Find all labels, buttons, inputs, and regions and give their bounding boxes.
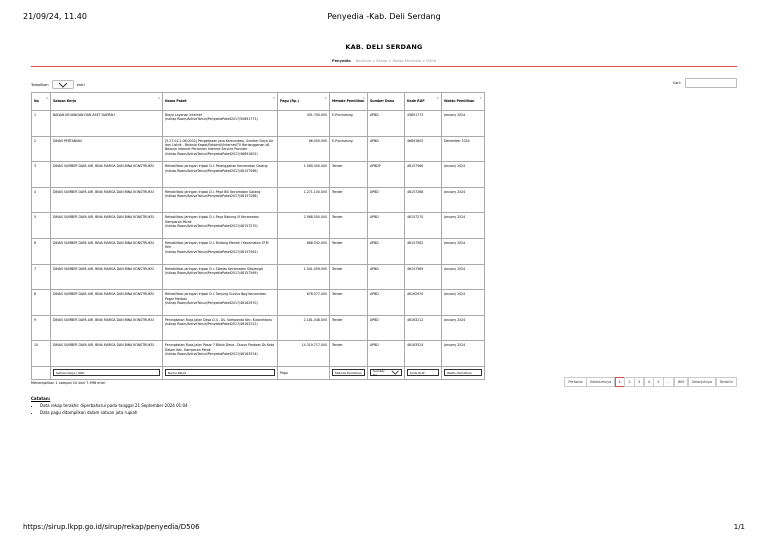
breadcrumb-path: Beranda > Rekap > Rekap Penyedia > D506 [355, 59, 436, 63]
cell-rup: 46162970 [405, 290, 442, 316]
filter-cell-metode [330, 366, 368, 379]
breadcrumb-label: Penyedia [331, 59, 351, 63]
col-header-pagu[interactable]: Pagu (Rp.) ⇅ [278, 93, 330, 111]
cell-no: 6 [32, 238, 51, 264]
filter-metode-input[interactable]: Metode Pemilihan [332, 369, 365, 376]
print-url: https://sirup.lkpp.go.id/sirup/rekap/penyedia/D506 [23, 523, 200, 531]
cell-no: 9 [32, 315, 51, 341]
cell-rup: 45891773 [405, 111, 442, 137]
cell-rup: 46163524 [405, 341, 442, 367]
table-info: Menampilkan 1 sampai 10 dari 7.996 entri [31, 381, 106, 385]
filter-dana-select[interactable] [370, 369, 402, 376]
cell-satker: DINAS SUMBER DAYA AIR, BINA MARGA DAN BINA KONSTRUKSI [51, 341, 163, 367]
cell-waktu: January 2024 [442, 162, 485, 188]
cell-metode: Tender [330, 290, 368, 316]
cell-dana: APBD [368, 264, 405, 290]
sort-icon: ⇅ [436, 96, 439, 100]
filter-cell-pagu [278, 366, 330, 379]
package-name-link[interactable]: Rehabilitasi Jaringan Irigasi D.I. Tanjung Gunlus Bpg Kecamatan Pagar Merbau (Istirap Room/ActiveTahun/PenyediaPaket2017/46162970) [165, 292, 267, 305]
cell-pagu: 2.988.500.000 [278, 213, 330, 239]
cell-satker: DINAS SUMBER DAYA AIR, BINA MARGA DAN BINA KONSTRUKSI [51, 264, 163, 290]
sort-icon: ⇅ [272, 96, 275, 100]
cell-metode: Tender [330, 315, 368, 341]
cell-paket [163, 290, 278, 316]
sort-icon: ⇅ [45, 96, 48, 100]
search [673, 78, 737, 88]
page-length-select[interactable] [52, 80, 74, 89]
cell-no: 4 [32, 187, 51, 213]
package-name-link[interactable]: Rehabilitasi Jaringan Irigasi D.I. Pelanggahan Kecamatan Galang (Istirap Room/ActiveTahun/PenyediaPaket2017/46157566) [165, 164, 268, 173]
cell-metode: Tender [330, 264, 368, 290]
cell-paket [163, 162, 278, 188]
cell-paket [163, 136, 278, 162]
filter-cell-paket [163, 366, 278, 379]
package-name-link[interactable]: Rehabilitasi Jaringan Irigasi D.I. Bintang Meriah I Kecamatan STM Hilir (Istirap Room/ActiveTahun/PenyediaPaket2017/46157562) [165, 240, 269, 254]
cell-rup: 46157268 [405, 187, 442, 213]
cell-pagu: 1.041.059.000 [278, 264, 330, 290]
page-title: KAB. DELI SERDANG [345, 43, 423, 51]
cell-satker: DINAS SUMBER DAYA AIR, BINA MARGA DAN BINA KONSTRUKSI [51, 315, 163, 341]
cell-dana: APBD [368, 341, 405, 367]
package-name-link[interactable]: Rehabilitasi Jaringan Irigasi D.I. Sibelas Kecamatan Sibolangit (Istirap Room/ActiveTahun/PenyediaPaket2017/46157569) [165, 266, 263, 275]
filter-cell-dana [368, 366, 405, 379]
cell-metode: E-Purchasing [330, 111, 368, 137]
cell-pagu: 66.000.000 [278, 136, 330, 162]
cell-no: 5 [32, 213, 51, 239]
package-name-link[interactable]: Peningkatan Ruas Jalan Pasar 7 Bibuk Desa - Dusun Pardoes Ds Kota Dalam Kec. Hamparan Perak (Istirap Room/ActiveTahun/PenyediaPaket2017/46163524) [165, 343, 275, 357]
page-button-last-number[interactable]: 800 [674, 377, 688, 387]
cell-satker: DINAS SUMBER DAYA AIR, BINA MARGA DAN BINA KONSTRUKSI [51, 187, 163, 213]
page-button[interactable]: 4 [644, 377, 654, 387]
cell-satker: DINAS SUMBER DAYA AIR, BINA MARGA DAN BINA KONSTRUKSI [51, 213, 163, 239]
col-header-no[interactable]: No ⇅ [32, 93, 51, 111]
page-last-button[interactable]: Terakhir [716, 377, 738, 387]
table-row[interactable] [32, 290, 485, 316]
print-header [23, 12, 745, 24]
table-row[interactable] [32, 111, 485, 137]
page-prev-button[interactable]: Sebelumnya [586, 377, 615, 387]
filter-cell-rup [405, 366, 442, 379]
cell-satker: DINAS PERTANIAN [51, 136, 163, 162]
cell-no: 7 [32, 264, 51, 290]
cell-pagu: 1.569.400.000 [278, 162, 330, 188]
sort-icon: ⇅ [157, 96, 160, 100]
cell-pagu: 451.700.000 [278, 111, 330, 137]
col-header-rup[interactable]: Kode RUP ⇅ [405, 93, 442, 111]
notes-heading: Catatan: [31, 396, 51, 401]
filter-cell-satker [51, 366, 163, 379]
cell-metode: Tender [330, 341, 368, 367]
cell-paket [163, 238, 278, 264]
cell-pagu: 688.542.000 [278, 238, 330, 264]
cell-satker: DINAS SUMBER DAYA AIR, BINA MARGA DAN BINA KONSTRUKSI [51, 290, 163, 316]
col-header-metode[interactable]: Metode Pemilihan ⇅ [330, 93, 368, 111]
package-name-link[interactable]: Peningkatan Ruas Jalan Desa D.4 - Ds. Sampanda Kec. Kutalimbaru (Istirap Room/ActiveTahun/PenyediaPaket2017/46163212) [165, 317, 273, 327]
table-row[interactable] [32, 238, 485, 264]
page-ellipsis: … [663, 377, 674, 387]
filter-row [32, 366, 485, 379]
cell-metode: Tender [330, 238, 368, 264]
cell-no: 10 [32, 341, 51, 367]
cell-waktu: January 2024 [442, 187, 485, 213]
cell-dana: APBD [368, 187, 405, 213]
cell-waktu: January 2024 [442, 213, 485, 239]
sort-icon: ⇅ [324, 96, 327, 100]
page-button[interactable]: 5 [653, 377, 663, 387]
page-button[interactable]: 2 [624, 377, 634, 387]
cell-paket [163, 213, 278, 239]
col-header-dana[interactable]: Sumber Dana [368, 93, 405, 111]
cell-paket [163, 341, 278, 367]
filter-paket-input[interactable]: Nama Paket [165, 369, 275, 376]
page-length-label: Tampilkan [31, 82, 49, 87]
cell-dana: APBDP [368, 162, 405, 188]
cell-rup: 46157566 [405, 162, 442, 188]
cell-metode: Tender [330, 162, 368, 188]
page-length-suffix: entri [76, 82, 85, 87]
notes-list [40, 403, 188, 416]
cell-metode: Tender [330, 213, 368, 239]
cell-rup: 46157569 [405, 264, 442, 290]
cell-dana: APBD [368, 315, 405, 341]
cell-waktu: December 2024 [442, 136, 485, 162]
cell-metode: Tender [330, 187, 368, 213]
cell-satker: DINAS SUMBER DAYA AIR, BINA MARGA DAN BINA KONSTRUKSI [51, 238, 163, 264]
divider [31, 66, 737, 67]
package-table [31, 92, 485, 380]
chevron-down-icon [58, 82, 68, 88]
cell-waktu: January 2024 [442, 264, 485, 290]
filter-satker-input[interactable]: Satuan Kerja / OPD [53, 369, 160, 376]
cell-pagu: 878.577.000 [278, 290, 330, 316]
breadcrumb [0, 59, 768, 63]
table-row[interactable] [32, 187, 485, 213]
filter-rup-input[interactable]: Kode RUP [407, 369, 439, 376]
filter-cell-no [32, 366, 51, 379]
package-name-link[interactable]: [5.27.01.2.08.0002] Pengelolaan Jasa Komunikasi, Sumber Daya Air dan Listrik - Belanja Kawat/Faksimili/Internet/TV Berlangganan dll, Belanja Internet Pertanian Internet Service Provider (Istirap Room/ActiveTahun/PenyediaPaket2017/46891802) [165, 138, 274, 156]
cell-rup: 46891802 [405, 136, 442, 162]
table-row[interactable] [32, 264, 485, 290]
print-datetime: 21/09/24, 11.40 [23, 12, 87, 21]
cell-satker: DINAS SUMBER DAYA AIR, BINA MARGA DAN BINA KONSTRUKSI [51, 162, 163, 188]
print-footer [23, 523, 745, 535]
table-row[interactable] [32, 315, 485, 341]
cell-waktu: January 2024 [442, 341, 485, 367]
cell-rup: 46157562 [405, 238, 442, 264]
page-next-button[interactable]: Selanjutnya [688, 377, 716, 387]
cell-pagu: 14.319.717.000 [278, 341, 330, 367]
cell-no: 2 [32, 136, 51, 162]
page-button-current[interactable]: 1 [615, 377, 625, 387]
print-page-number: 1/1 [733, 523, 745, 531]
cell-paket [163, 111, 278, 137]
note-item: • Data rekap terakhir diperbaharui pada tanggal 21 September 2024 01:04 [40, 403, 188, 410]
cell-pagu: 2.181.048.000 [278, 315, 330, 341]
cell-dana: APBD [368, 136, 405, 162]
page-length [31, 80, 85, 89]
filter-pagu-label: Pagu [280, 370, 288, 375]
cell-no: 3 [32, 162, 51, 188]
cell-rup: 46157270 [405, 213, 442, 239]
col-header-paket[interactable]: Nama Paket ⇅ [163, 93, 278, 111]
table-row[interactable] [32, 136, 485, 162]
cell-rup: 46163212 [405, 315, 442, 341]
print-title: Penyedia -Kab. Deli Serdang [327, 12, 441, 21]
filter-dana-label: Sumber Da [373, 368, 385, 377]
table-row[interactable] [32, 162, 485, 188]
package-name-link[interactable]: Rehabilitasi Jaringan Irigasi D.I. Paya Bili Kecamatan Galang (Istirap Room/ActiveTahun/PenyediaPaket2017/46157268) [165, 189, 261, 199]
page-first-button[interactable]: Pertama [564, 377, 586, 387]
cell-pagu: 1.271.100.000 [278, 187, 330, 213]
table-header-row [32, 93, 485, 111]
cell-metode: E-Purchasing [330, 136, 368, 162]
cell-dana: APBD [368, 213, 405, 239]
note-item: • Data pagu ditampilkan dalam satuan juta rupiah [40, 410, 188, 417]
cell-dana: APBD [368, 111, 405, 137]
cell-waktu: January 2024 [442, 111, 485, 137]
notes [31, 396, 188, 416]
table-row[interactable] [32, 213, 485, 239]
cell-dana: APBD [368, 238, 405, 264]
cell-waktu: January 2024 [442, 238, 485, 264]
cell-no: 1 [32, 111, 51, 137]
page-button[interactable]: 3 [634, 377, 644, 387]
search-input[interactable] [685, 78, 737, 88]
cell-paket [163, 315, 278, 341]
cell-satker: BADAN KEUANGAN DAN ASET DAERAH [51, 111, 163, 137]
search-label: Cari: [672, 81, 681, 85]
package-name-link[interactable]: Rehabilitasi Jaringan Irigasi D.I. Paya Bakung III Kecamatan Hamparan Perak (Istirap Room/ActiveTahun/PenyediaPaket2017/46157270) [165, 215, 259, 229]
cell-no: 8 [32, 290, 51, 316]
cell-waktu: January 2024 [442, 315, 485, 341]
col-header-satker[interactable]: Satuan Kerja ⇅ [51, 93, 163, 111]
package-name-link[interactable]: Biaya Layanan Internet (Istirap Room/ActiveTahun/PenyediaPaket2017/50891773) [165, 113, 258, 122]
cell-waktu: January 2024 [442, 290, 485, 316]
filter-waktu-input[interactable]: Waktu Pemilihan [444, 369, 482, 376]
cell-paket [163, 264, 278, 290]
table-row[interactable] [32, 341, 485, 367]
cell-paket [163, 187, 278, 213]
filter-cell-waktu [442, 366, 485, 379]
sort-icon: ⇅ [362, 96, 365, 100]
cell-dana: APBD [368, 290, 405, 316]
sort-icon: ⇅ [479, 96, 482, 100]
col-header-waktu[interactable]: Waktu Pemilihan ⇅ [442, 93, 485, 111]
pagination [565, 377, 737, 387]
table-controls [31, 78, 737, 90]
chevron-down-icon [391, 370, 399, 375]
